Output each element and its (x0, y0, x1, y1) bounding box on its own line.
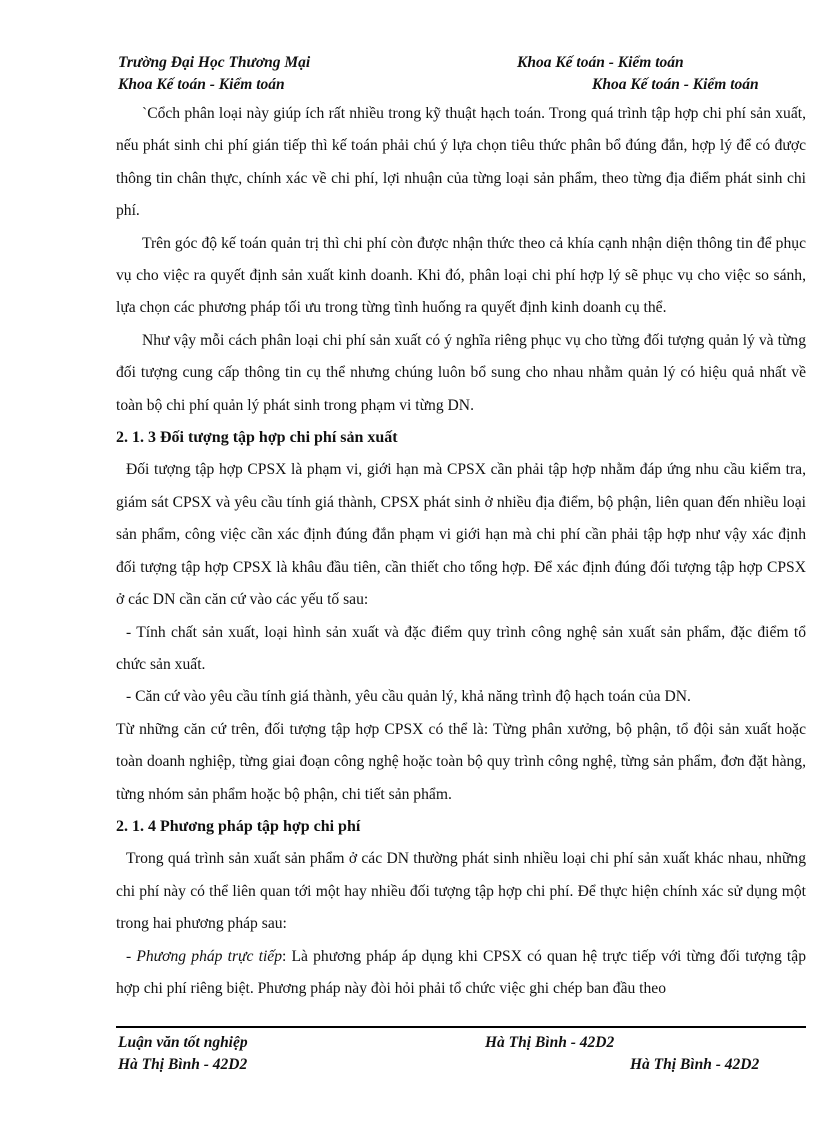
bullet-item-1: - Tính chất sản xuất, loại hình sản xuất và đặc điểm quy trình công nghệ sản xuất sản phẩm, đặc điểm tổ chức sản xuất. (116, 623, 806, 673)
header-faculty-left-2: Khoa Kế toán - Kiểm toán (118, 76, 285, 93)
footer-author-right: Hà Thị Bình - 42D2 (630, 1056, 760, 1073)
header-faculty-right: Khoa Kế toán - Kiểm toán (517, 54, 684, 71)
paragraph-5: Từ những căn cứ trên, đối tượng tập hợp CPSX có thể là: Từng phân xưởng, bộ phận, tổ đội sản xuất hoặc toàn doanh nghiệp, từng giai đoạn công nghệ hoặc toàn bộ quy trình công nghệ, từng sản phẩm, đơn đặt hàng, từng nhóm sản phẩm hoặc bộ phận, chi tiết sản phẩm. (116, 720, 806, 803)
header-faculty-right-2: Khoa Kế toán - Kiểm toán (592, 76, 759, 93)
footer-thesis: Luận văn tốt nghiệp (118, 1034, 248, 1051)
paragraph-3: Như vậy mỗi cách phân loại chi phí sản xuất có ý nghĩa riêng phục vụ cho từng đối tượng quản lý và từng đối tượng cung cấp thông tin cụ thể nhưng chúng luôn bổ sung cho nhau nhằm quản lý có hiệu quả nhất về toàn bộ chi phí quản lý phát sinh trong phạm vi từng DN. (116, 331, 806, 414)
bullet-item-3-text: : Là phương pháp áp dụng khi CPSX có quan hệ trực tiếp với từng đối tượng tập hợp chi phí riêng biệt. Phương pháp này đòi hỏi phải tổ chức việc ghi chép ban đầu theo (116, 947, 806, 997)
bullet-dash: - (126, 947, 137, 965)
footer-author-left: Hà Thị Bình - 42D2 (118, 1056, 248, 1073)
section-heading-2-1-3: 2. 1. 3 Đối tượng tập hợp chi phí sản xuất (116, 429, 398, 447)
paragraph-2: Trên góc độ kế toán quản trị thì chi phí còn được nhận thức theo cả khía cạnh nhận diện thông tin để phục vụ cho việc ra quyết định sản xuất kinh doanh. Khi đó, phân loại chi phí hợp lý sẽ phục vụ cho việc so sánh, lựa chọn các phương pháp tối ưu trong từng tình huống ra quyết định kinh doanh cụ thể. (116, 234, 806, 317)
paragraph-1: `Cổch phân loại này giúp ích rất nhiều trong kỹ thuật hạch toán. Trong quá trình tập hợp chi phí sản xuất, nếu phát sinh chi phí gián tiếp thì kế toán phải chú ý lựa chọn tiêu thức phân bổ đúng đắn, hợp lý để có được thông tin chân thực, chính xác về chi phí, lợi nhuận của từng loại sản phẩm, theo từng địa điểm phát sinh chi phí. (116, 105, 806, 220)
footer-rule (116, 1026, 806, 1028)
paragraph-4: Đối tượng tập hợp CPSX là phạm vi, giới hạn mà CPSX cần phải tập hợp nhằm đáp ứng nhu cầu kiểm tra, giám sát CPSX và yêu cầu tính giá thành, CPSX phát sinh ở nhiều địa điểm, bộ phận, liên quan đến nhiều loại sản phẩm, công việc cần xác định đúng đắn phạm vi giới hạn mà chi phí cần phải tập hợp như vậy xác định đối tượng tập hợp CPSX là khâu đầu tiên, cần thiết cho tổng hợp. Để xác định đúng đối tượng tập hợp CPSX ở các DN cần căn cứ vào các yếu tố sau: (116, 461, 806, 609)
term-direct-method: Phương pháp trực tiếp (136, 947, 282, 965)
bullet-item-2: - Căn cứ vào yêu cầu tính giá thành, yêu cầu quản lý, khả năng trình độ hạch toán của DN. (126, 688, 691, 706)
paragraph-6: Trong quá trình sản xuất sản phẩm ở các DN thường phát sinh nhiều loại chi phí sản xuất khác nhau, những chi phí này có thể liên quan tới một hay nhiều đối tượng tập hợp chi phí. Để thực hiện chính xác sử dụng một trong hai phương pháp sau: (116, 850, 806, 933)
section-heading-2-1-4: 2. 1. 4 Phương pháp tập hợp chi phí (116, 817, 361, 835)
footer-author-center: Hà Thị Bình - 42D2 (485, 1034, 615, 1051)
header-school: Trường Đại Học Thương Mại (118, 54, 311, 71)
document-body (116, 98, 806, 1005)
bullet-item-3 (116, 941, 806, 1006)
